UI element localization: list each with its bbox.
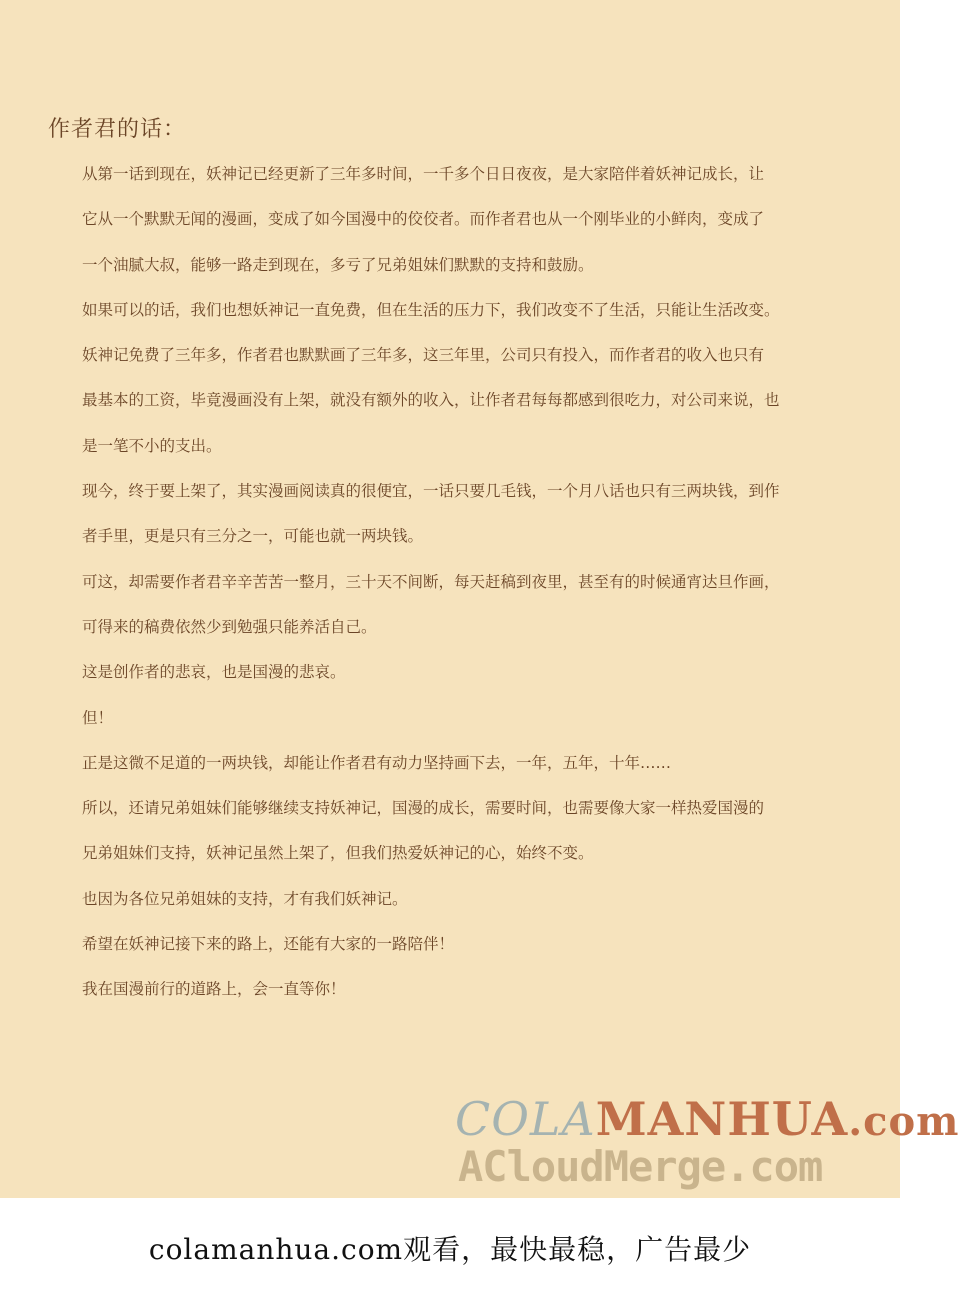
note-line: 希望在妖神记接下来的路上，还能有大家的一路陪伴！ — [82, 935, 455, 954]
note-line: 是一笔不小的支出。 — [82, 436, 222, 455]
watermark-com: .com — [848, 1098, 960, 1145]
note-line: 可这，却需要作者君辛辛苦苦一整月，三十天不间断，每天赶稿到夜里，甚至有的时候通宵达旦作画， — [82, 572, 780, 591]
note-line: 也因为各位兄弟姐妹的支持，才有我们妖神记。 — [82, 889, 408, 908]
watermark-cola: COLA — [455, 1092, 596, 1146]
footer-banner — [0, 1198, 900, 1308]
colamanhua-watermark — [455, 1092, 960, 1146]
note-line: 兄弟姐妹们支持，妖神记虽然上架了，但我们热爱妖神记的心，始终不变。 — [82, 844, 594, 863]
note-line: 但！ — [82, 708, 114, 727]
note-line: 我在国漫前行的道路上，会一直等你！ — [82, 980, 346, 999]
note-line: 可得来的稿费依然少到勉强只能养活自己。 — [82, 617, 377, 636]
note-line: 最基本的工资，毕竟漫画没有上架，就没有额外的收入，让作者君每每都感到很吃力，对公司来说，也 — [82, 391, 780, 410]
note-heading: 作者君的话： — [48, 117, 187, 142]
note-line: 现今，终于要上架了，其实漫画阅读真的很便宜，一话只要几毛钱，一个月八话也只有三两块钱，到作 — [82, 482, 780, 501]
note-line: 正是这微不足道的一两块钱，却能让作者君有动力坚持画下去，一年，五年，十年…… — [82, 753, 672, 772]
note-line: 一个油腻大叔，能够一路走到现在，多亏了兄弟姐妹们默默的支持和鼓励。 — [82, 255, 594, 274]
footer-text: colamanhua.com观看，最快最稳，广告最少 — [148, 1233, 752, 1266]
acloudmerge-watermark: ACloudMerge.com — [458, 1142, 823, 1191]
note-line: 所以，还请兄弟姐妹们能够继续支持妖神记，国漫的成长，需要时间，也需要像大家一样热爱国漫的 — [82, 799, 765, 818]
note-line: 从第一话到现在，妖神记已经更新了三年多时间，一千多个日日夜夜，是大家陪伴着妖神记成长，让 — [82, 165, 765, 183]
note-line: 妖神记免费了三年多，作者君也默默画了三年多，这三年里，公司只有投入，而作者君的收入也只有 — [82, 346, 765, 365]
note-body — [82, 158, 862, 1019]
note-line: 它从一个默默无闻的漫画，变成了如今国漫中的佼佼者。而作者君也从一个刚毕业的小鲜肉，变成了 — [82, 210, 765, 229]
note-line: 这是创作者的悲哀，也是国漫的悲哀。 — [82, 663, 346, 682]
note-line: 如果可以的话，我们也想妖神记一直免费，但在生活的压力下，我们改变不了生活，只能让生活改变。 — [82, 300, 780, 319]
watermark-manhua: MANHUA — [595, 1092, 849, 1146]
note-line: 者手里，更是只有三分之一，可能也就一两块钱。 — [82, 527, 424, 546]
